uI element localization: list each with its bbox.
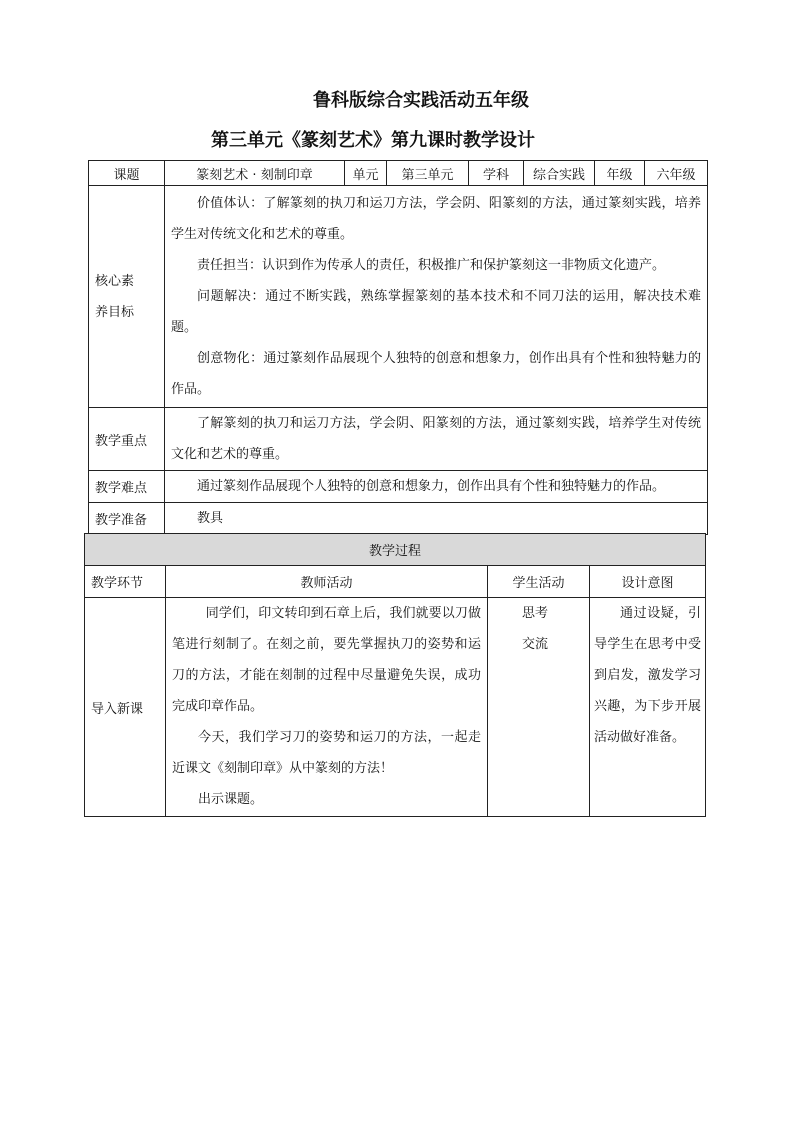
student-activity-item: 思考 xyxy=(522,606,549,621)
core-goals-content xyxy=(165,186,708,408)
page-subtitle: 第三单元《篆刻艺术》第九课时教学设计 xyxy=(211,130,535,151)
process-header-row xyxy=(85,534,706,566)
key-points-content xyxy=(165,408,708,471)
topic-value: 篆刻艺术 · 刻制印章 xyxy=(165,161,345,186)
grade-label: 年级 xyxy=(595,161,645,186)
core-goals-row xyxy=(89,186,708,408)
column-header-teacher: 教师活动 xyxy=(166,566,488,598)
key-points-label: 教学重点 xyxy=(89,408,165,471)
subject-label: 学科 xyxy=(469,161,524,186)
key-points-text: 了解篆刻的执刀和运刀方法，学会阴、阳篆刻的方法，通过篆刻实践，培养学生对传统文化和艺术的尊重。 xyxy=(171,416,701,462)
teaching-process-table xyxy=(84,533,706,817)
teacher-activity-cell xyxy=(166,598,488,817)
difficulties-content xyxy=(165,471,708,503)
goal-item: 创意物化：通过篆刻作品展现个人独特的创意和想象力，创作出具有个性和独特魅力的作品。 xyxy=(171,351,701,397)
unit-label: 单元 xyxy=(345,161,387,186)
preparation-content xyxy=(165,503,708,535)
design-intent-cell: 通过设疑，引导学生在思考中受到启发，激发学习兴趣，为下步开展活动做好准备。 xyxy=(590,598,706,817)
grade-value: 六年级 xyxy=(645,161,708,186)
preparation-label: 教学准备 xyxy=(89,503,165,535)
teacher-paragraph: 同学们，印文转印到石章上后，我们就要以刀做笔进行刻制了。在刻之前，要先掌握执刀的姿势和运刀的方法，才能在刻制的过程中尽量避免失误，成功完成印章作品。 xyxy=(172,606,481,714)
difficulties-label: 教学难点 xyxy=(89,471,165,503)
key-points-row xyxy=(89,408,708,471)
stage-cell: 导入新课 xyxy=(85,598,166,817)
difficulties-row xyxy=(89,471,708,503)
goal-item: 问题解决：通过不断实践，熟练掌握篆刻的基本技术和不同刀法的运用，解决技术难题。 xyxy=(171,289,701,335)
core-goals-label-line1: 核心素 xyxy=(95,273,135,289)
teacher-paragraph: 出示课题。 xyxy=(198,792,264,807)
core-goals-label xyxy=(89,186,165,408)
process-header: 教学过程 xyxy=(85,534,706,566)
topic-label: 课题 xyxy=(89,161,165,186)
unit-value: 第三单元 xyxy=(387,161,469,186)
subject-value: 综合实践 xyxy=(524,161,595,186)
preparation-row xyxy=(89,503,708,535)
goal-item: 责任担当：认识到作为传承人的责任，积极推广和保护篆刻这一非物质文化遗产。 xyxy=(197,258,666,273)
page-title: 鲁科版综合实践活动五年级 xyxy=(313,90,529,111)
column-header-student: 学生活动 xyxy=(488,566,590,598)
lesson-info-table xyxy=(88,160,708,535)
process-columns-row xyxy=(85,566,706,598)
goal-item: 价值体认：了解篆刻的执刀和运刀方法，学会阴、阳篆刻的方法，通过篆刻实践，培养学生对传统文化和艺术的尊重。 xyxy=(171,196,701,242)
core-goals-label-line2: 养目标 xyxy=(95,304,135,320)
student-activity-item: 交流 xyxy=(522,637,549,652)
column-header-stage: 教学环节 xyxy=(85,566,166,598)
teacher-paragraph: 今天，我们学习刀的姿势和运刀的方法，一起走近课文《刻制印章》从中篆刻的方法！ xyxy=(172,730,481,776)
student-activity-cell xyxy=(488,598,590,817)
preparation-text: 教具 xyxy=(197,511,224,526)
column-header-intent: 设计意图 xyxy=(590,566,706,598)
difficulties-text: 通过篆刻作品展现个人独特的创意和想象力，创作出具有个性和独特魅力的作品。 xyxy=(197,479,666,494)
table-row xyxy=(85,598,706,817)
info-row xyxy=(89,161,708,186)
